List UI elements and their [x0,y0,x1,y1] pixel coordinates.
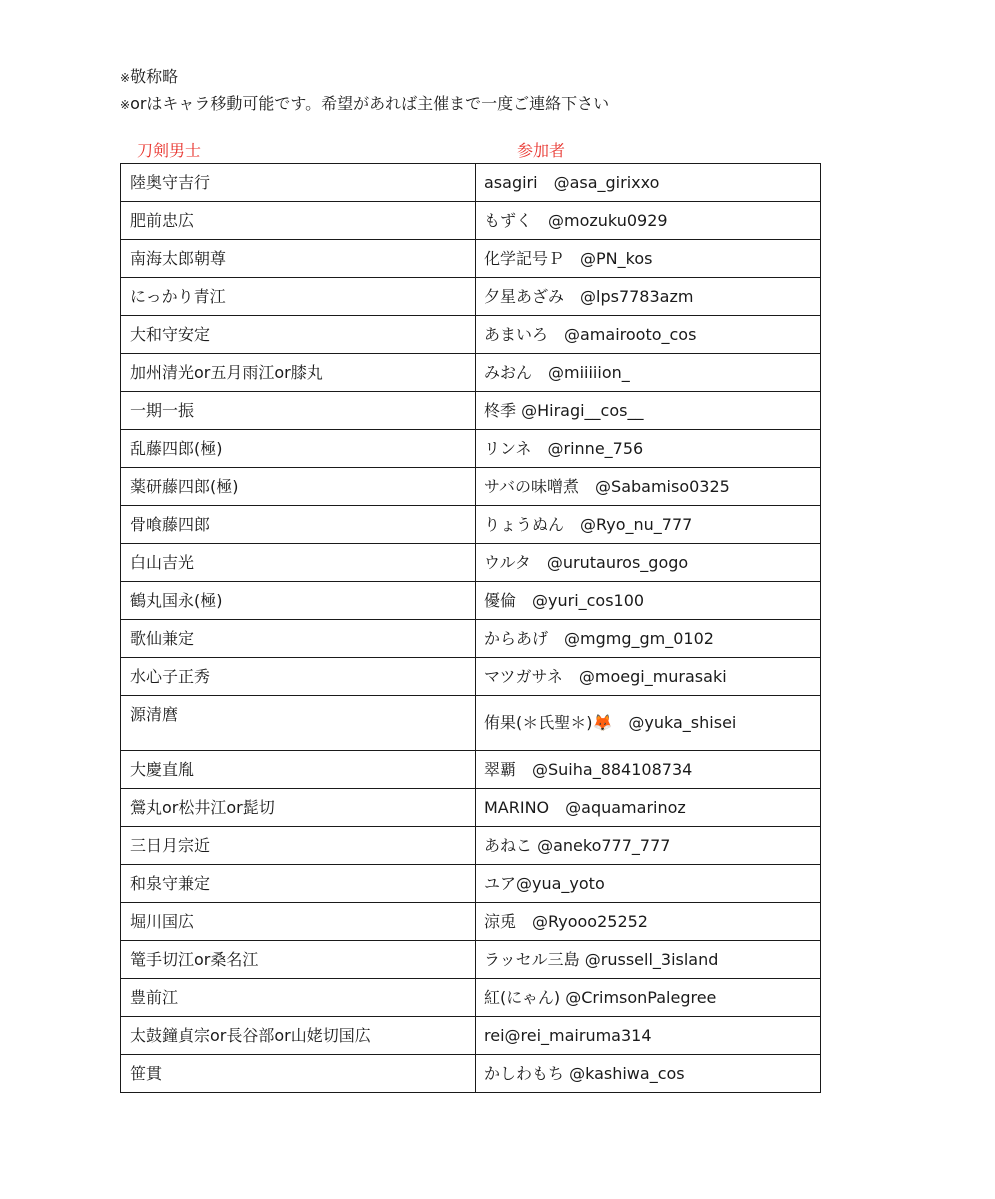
participant-cell: みおん @miiiiion_ [476,354,821,392]
table-row [121,354,821,392]
participant-cell: マツガサネ @moegi_murasaki [476,658,821,696]
notes [120,64,609,118]
character-cell: 一期一振 [121,392,476,430]
table-row [121,751,821,789]
participant-cell: asagiri @asa_girixxo [476,164,821,202]
table-row [121,316,821,354]
participant-cell: 侑果(＊氏聖＊)🦊 @yuka_shisei [476,696,821,751]
participant-cell: MARINO @aquamarinoz [476,789,821,827]
reference-mark: ※ [120,98,131,112]
table-row [121,903,821,941]
character-cell: 歌仙兼定 [121,620,476,658]
character-cell: 南海太郎朝尊 [121,240,476,278]
table-row [121,468,821,506]
participant-cell: 化学記号Ｐ @PN_kos [476,240,821,278]
character-cell: 大慶直胤 [121,751,476,789]
character-cell: 三日月宗近 [121,827,476,865]
character-cell: 骨喰藤四郎 [121,506,476,544]
note-text: 敬称略 [130,67,179,86]
roster-body [121,164,821,1093]
table-row [121,506,821,544]
table-row [121,202,821,240]
participant-cell: りょうぬん @Ryo_nu_777 [476,506,821,544]
reference-mark: ※ [120,71,131,85]
table-row [121,1017,821,1055]
participant-cell: サバの味噌煮 @Sabamiso0325 [476,468,821,506]
character-cell: 堀川国広 [121,903,476,941]
character-cell: 源清麿 [121,696,476,751]
table-row [121,789,821,827]
column-headers [0,138,995,162]
participant-cell: 柊季 @Hiragi__cos__ [476,392,821,430]
note-text: orはキャラ移動可能です。希望があれば主催まで一度ご連絡下さい [130,94,610,113]
participant-cell: 夕星あざみ @lps7783azm [476,278,821,316]
header-character: 刀剣男士 [137,141,202,160]
table-row [121,827,821,865]
table-row [121,278,821,316]
character-cell: にっかり青江 [121,278,476,316]
participant-cell: 優倫 @yuri_cos100 [476,582,821,620]
table-row [121,620,821,658]
table-row [121,430,821,468]
participant-cell: ラッセル三島 @russell_3island [476,941,821,979]
participant-cell: あまいろ @amairooto_cos [476,316,821,354]
participant-cell: あねこ @aneko777_777 [476,827,821,865]
character-cell: 陸奥守吉行 [121,164,476,202]
character-cell: 白山吉光 [121,544,476,582]
character-cell: 乱藤四郎(極) [121,430,476,468]
character-cell: 薬研藤四郎(極) [121,468,476,506]
participant-cell: ユア@yua_yoto [476,865,821,903]
table-row [121,240,821,278]
table-row [121,979,821,1017]
participant-cell: 涼兎 @Ryooo25252 [476,903,821,941]
character-cell: 篭手切江or桑名江 [121,941,476,979]
note-or-rule [120,91,609,118]
table-row [121,544,821,582]
character-cell: 鶴丸国永(極) [121,582,476,620]
table-row [121,941,821,979]
character-cell: 鶯丸or松井江or髭切 [121,789,476,827]
participant-cell: 紅(にゃん) @CrimsonPalegree [476,979,821,1017]
character-cell: 豊前江 [121,979,476,1017]
participant-cell: ウルタ @urutauros_gogo [476,544,821,582]
table-row [121,696,821,751]
character-cell: 太鼓鐘貞宗or長谷部or山姥切国広 [121,1017,476,1055]
character-cell: 大和守安定 [121,316,476,354]
character-cell: 和泉守兼定 [121,865,476,903]
participant-cell: rei@rei_mairuma314 [476,1017,821,1055]
participant-cell: リンネ @rinne_756 [476,430,821,468]
participant-cell: 翠覇 @Suiha_884108734 [476,751,821,789]
table-row [121,865,821,903]
table-row [121,1055,821,1093]
character-cell: 加州清光or五月雨江or膝丸 [121,354,476,392]
table-row [121,164,821,202]
table-row [121,392,821,430]
participant-cell: かしわもち @kashiwa_cos [476,1055,821,1093]
character-cell: 水心子正秀 [121,658,476,696]
participant-cell: からあげ @mgmg_gm_0102 [476,620,821,658]
participant-cell: もずく @mozuku0929 [476,202,821,240]
note-honorifics [120,64,609,91]
table-row [121,582,821,620]
header-participant: 参加者 [517,141,566,160]
table-row [121,658,821,696]
character-cell: 肥前忠広 [121,202,476,240]
roster-table [120,163,821,1093]
character-cell: 笹貫 [121,1055,476,1093]
